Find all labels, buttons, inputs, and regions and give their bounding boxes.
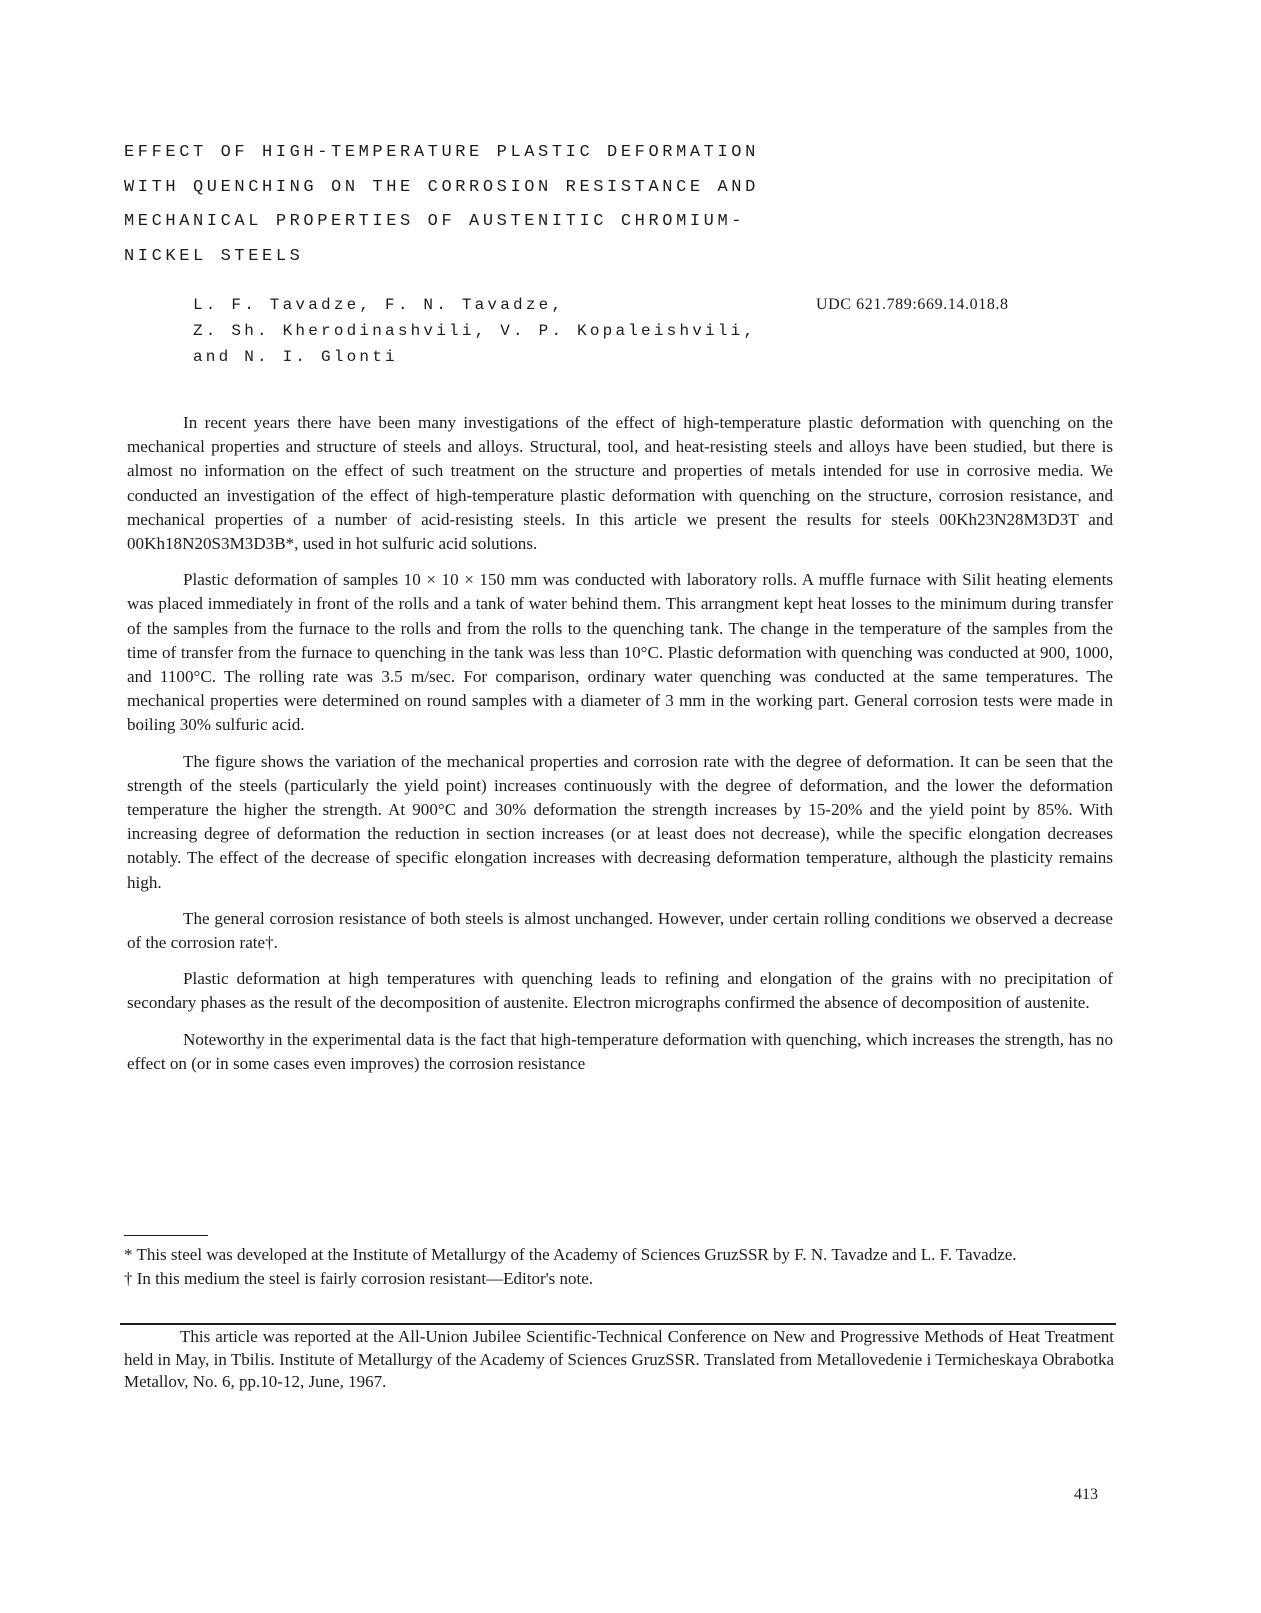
body-paragraph: Plastic deformation at high temperatures with quenching leads to refining and elongation of the grains with no precipitation of secondary phases as the result of the decomposition of austenite. Electron micrographs confirmed the absence of decomposition of austenite.	[127, 969, 1113, 1013]
title-line: NICKEL STEELS	[124, 246, 304, 266]
udc-code: UDC 621.789:669.14.018.8	[816, 296, 1009, 313]
body-paragraph: Noteworthy in the experimental data is the fact that high-temperature deformation with quenching, which increases the strength, has no effect on (or in some cases even improves) the corrosion resistance	[127, 1029, 1113, 1073]
footnote: † In this medium the steel is fairly corrosion resistant—Editor's note.	[124, 1269, 594, 1288]
body-paragraph: In recent years there have been many investigations of the effect of high-temperature plastic deformation with quenching on the mechanical properties and structure of steels and alloys. Structural, tool, and heat-resisting steels and alloys have been studied, but there is almost no information on the effect of such treatment on the structure and properties of metals intended for use in corrosive media. We conducted an investigation of the effect of high-temperature plastic deformation with quenching on the structure, corrosion resistance, and mechanical properties of a number of acid-resisting steels. In this article we present the results for steels 00Kh23N28M3D3T and 00Kh18N20S3M3D3B*, used in hot sulfuric acid solutions.	[127, 413, 1113, 554]
footnote: * This steel was developed at the Institute of Metallurgy of the Academy of Sciences GruzSSR by F. N. Tavadze and L. F. Tavadze.	[124, 1245, 1017, 1264]
footnote-divider	[124, 1235, 208, 1236]
title-line: EFFECT OF HIGH-TEMPERATURE PLASTIC DEFORMATION	[124, 143, 759, 162]
title-line: MECHANICAL PROPERTIES OF AUSTENITIC CHROMIUM-	[124, 212, 746, 231]
article-title	[124, 136, 1024, 274]
author-line: Z. Sh. Kherodinashvili, V. P. Kopaleishvili,	[193, 322, 757, 340]
body-paragraph: The general corrosion resistance of both steels is almost unchanged. However, under certain rolling conditions we observed a decrease of the corrosion rate†.	[127, 908, 1113, 953]
author-list	[193, 292, 833, 370]
article-note	[124, 1326, 1114, 1394]
footnotes	[124, 1243, 1114, 1291]
author-line: and N. I. Glonti	[193, 348, 398, 366]
article-note-text: This article was reported at the All-Union Jubilee Scientific-Technical Conference on New and Progressive Methods of Heat Treatment held in May, in Tbilis. Institute of Metallurgy of the Academy of Sciences GruzSSR. Translated from Metallovedenie i Termicheskaya Obrabotka Metallov, No. 6, pp.10-12, June, 1967.	[124, 1327, 1114, 1391]
title-line: WITH QUENCHING ON THE CORROSION RESISTANCE AND	[124, 177, 759, 197]
article-note-divider	[120, 1323, 1116, 1325]
article-body	[127, 411, 1113, 1088]
page-number: 413	[1074, 1486, 1098, 1503]
author-line: L. F. Tavadze, F. N. Tavadze,	[193, 296, 565, 314]
body-paragraph: The figure shows the variation of the mechanical properties and corrosion rate with the degree of deformation. It can be seen that the strength of the steels (particularly the yield point) increases continuously with the degree of deformation, and the lower the deformation temperature the higher the strength. At 900°C and 30% deformation the strength increases by 15-20% and the yield point by 85%. With increasing degree of deformation the reduction in section increases (or at least does not decrease), while the specific elongation decreases notably. The effect of the decrease of specific elongation increases with decreasing deformation temperature, although the plasticity remains high.	[127, 751, 1113, 892]
body-paragraph: Plastic deformation of samples 10 × 10 × 150 mm was conducted with laboratory rolls. A muffle furnace with Silit heating elements was placed immediately in front of the rolls and a tank of water behind them. This arrangment kept heat losses to the minimum during transfer of the samples from the furnace to the rolls and from the rolls to the quenching tank. The change in the temperature of the samples from the time of transfer from the furnace to quenching in the tank was less than 10°C. Plastic deformation with quenching was conducted at 900, 1000, and 1100°C. The rolling rate was 3.5 m/sec. For comparison, ordinary water quenching was conducted at the same temperatures. The mechanical properties were determined on round samples with a diameter of 3 mm in the working part. General corrosion tests were made in boiling 30% sulfuric acid.	[127, 570, 1113, 735]
